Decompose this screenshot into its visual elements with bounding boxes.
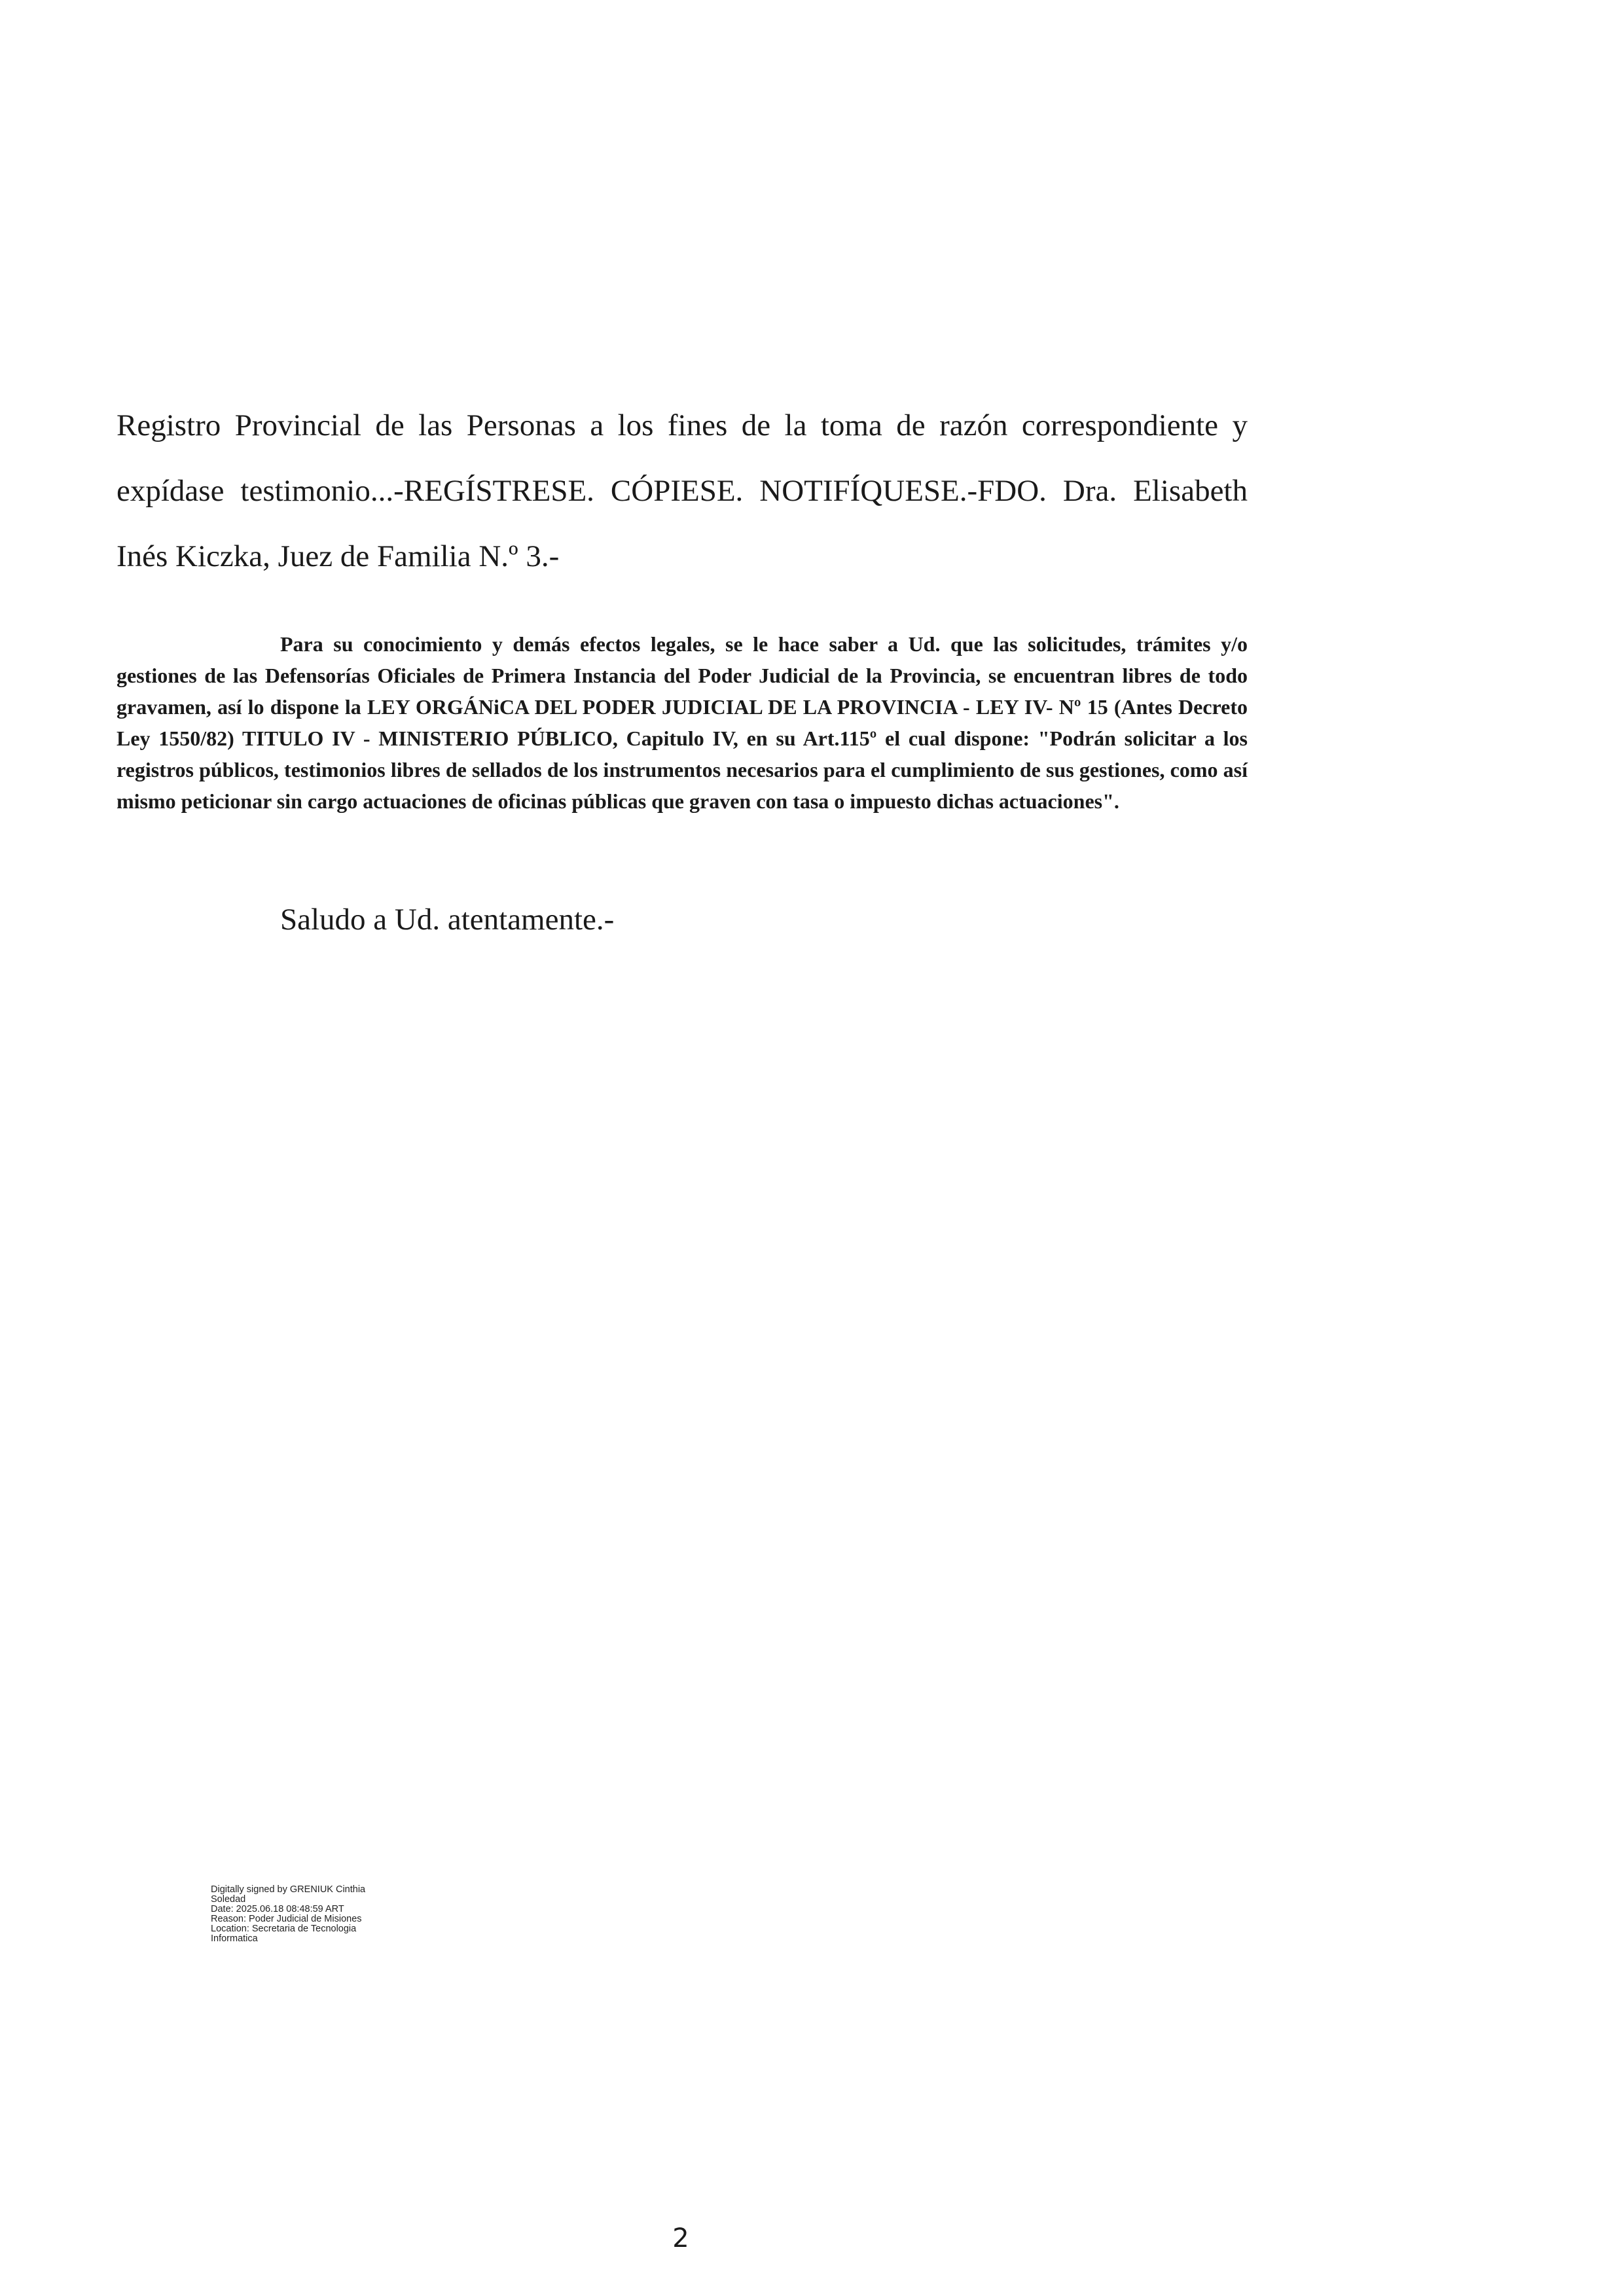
- signature-date-line: Date: 2025.06.18 08:48:59 ART: [211, 1904, 344, 1914]
- closing-greeting: Saludo a Ud. atentamente.-: [280, 903, 615, 937]
- page-number: 2: [672, 2223, 689, 2253]
- signature-signer-line-cont: Soledad: [211, 1894, 246, 1905]
- signature-reason-line: Reason: Poder Judicial de Misiones: [211, 1914, 362, 1924]
- digital-signature-block: [211, 1885, 420, 1944]
- signature-signer-line: Digitally signed by GRENIUK Cinthia: [211, 1884, 366, 1895]
- legal-notice-paragraph: Para su conocimiento y demás efectos legales, se le hace saber a Ud. que las solicitudes, trámites y/o gestiones de las Defensorías Oficiales de Primera Instancia del Poder Judicial de la Provincia, se encuentran libres de todo gravamen, así lo dispone la LEY ORGÁNiCA DEL PODER JUDICIAL DE LA PROVINCIA - LEY IV- Nº 15 (Antes Decreto Ley 1550/82) TITULO IV - MINISTERIO PÚBLICO, Capitulo IV, en su Art.115º el cual dispone: "Podrán solicitar a los registros públicos, testimonios libres de sellados de los instrumentos necesarios para el cumplimiento de sus gestiones, como así mismo peticionar sin cargo actuaciones de oficinas públicas que graven con tasa o impuesto dichas actuaciones".: [117, 632, 1248, 813]
- body-paragraph: Registro Provincial de las Personas a los fines de la toma de razón correspondiente y expídase testimonio...-REGÍSTRESE. CÓPIESE. NOTIFÍQUESE.-FDO. Dra. Elisabeth Inés Kiczka, Juez de Familia N.º 3.-: [117, 408, 1248, 573]
- signature-location-line-cont: Informatica: [211, 1933, 258, 1944]
- signature-location-line: Location: Secretaria de Tecnologia: [211, 1924, 357, 1934]
